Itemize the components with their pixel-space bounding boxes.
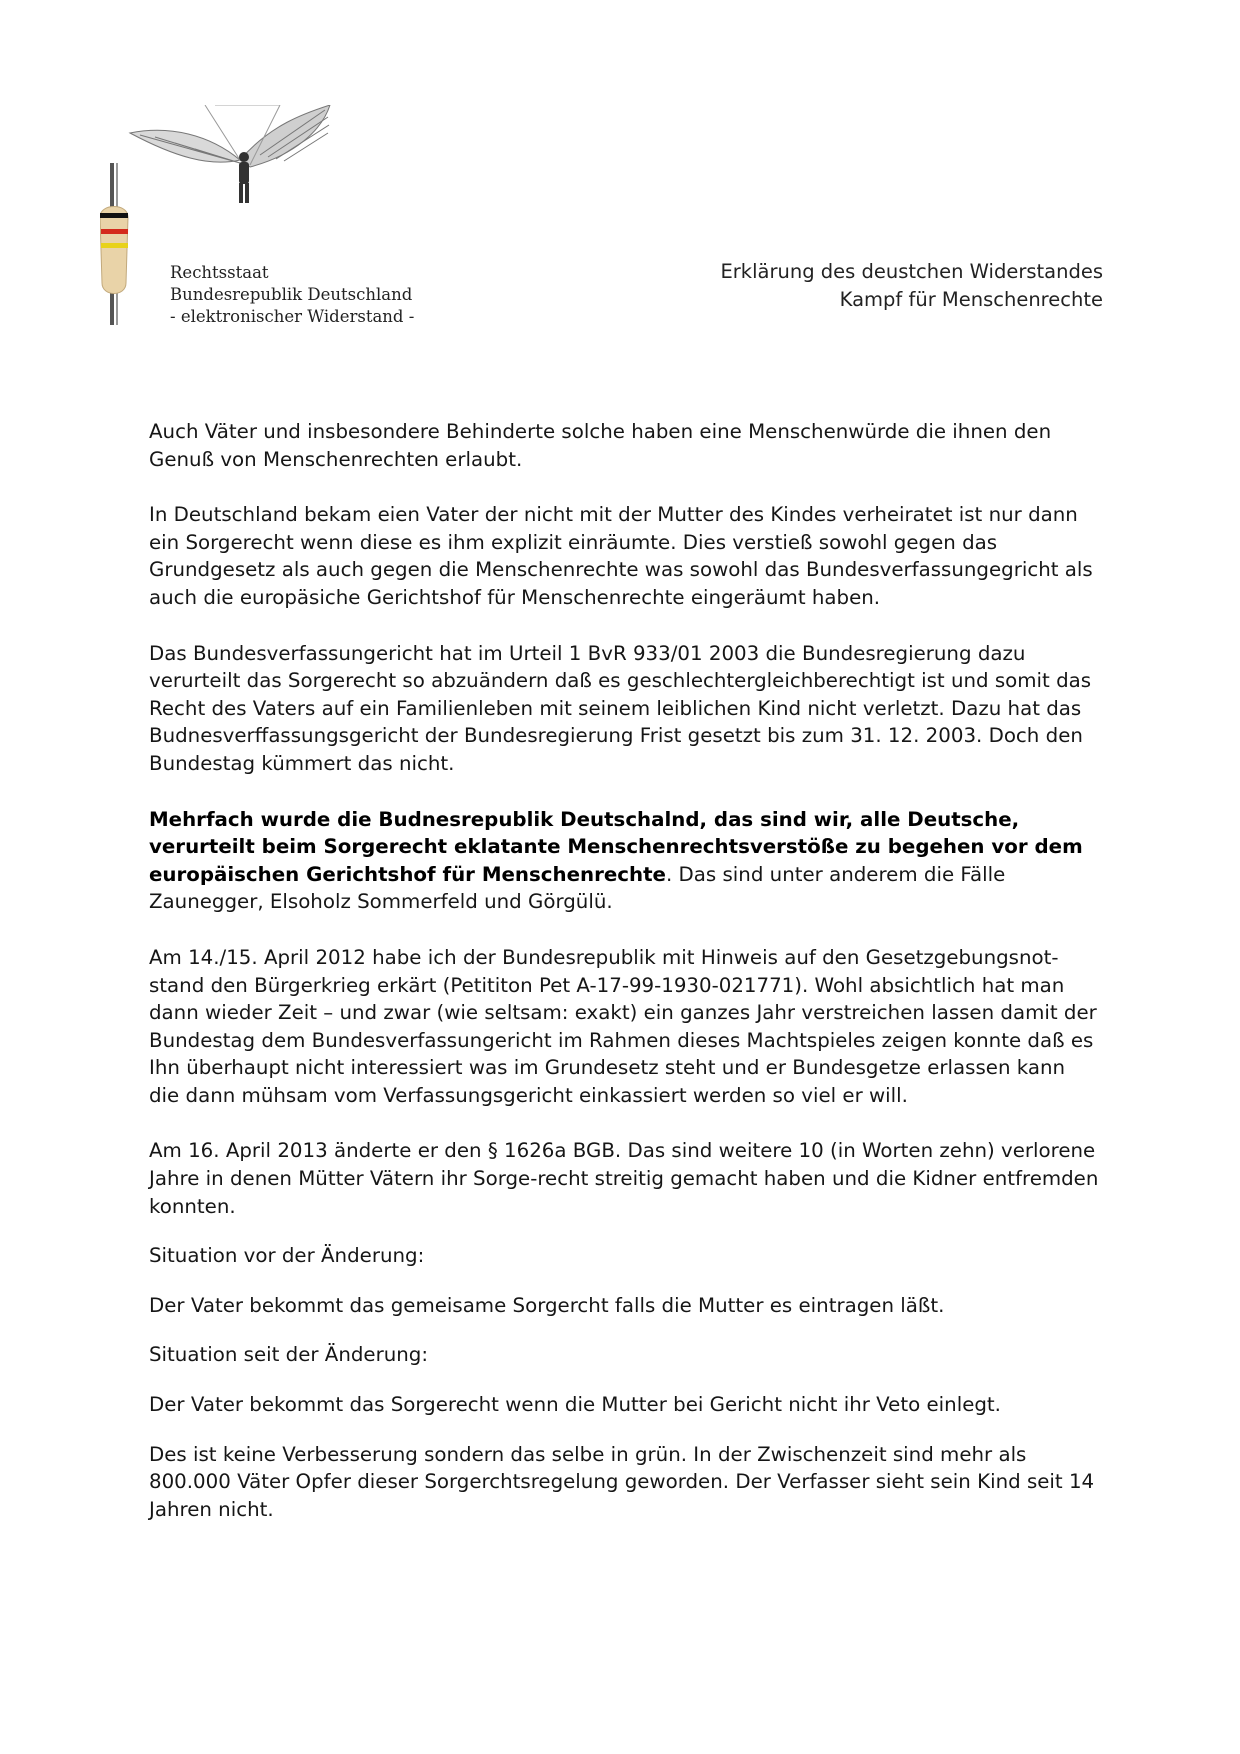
paragraph-4-rest: . Das sind unter anderem die Fälle Zaunegger, Elsoholz Sommerfeld und Görgülü. [149, 862, 1006, 914]
paragraph-5: Am 14./15. April 2012 habe ich der Bundesrepublik mit Hinweis auf den Gesetzgebungsnot-stand den Bürgerkrieg erkärt (Petititon Pet A-17-99-1930-021771). Wohl absichtlich hat man dann wieder Zeit – und zwar (wie seltsam: exakt) ein ganzes Jahr verstreichen lassen damit der Bundestag dem Bundesverfassungericht im Rahmen dieses Machtspieles zeigen konnte daß es Ihn überhaupt nicht interessiert was im Grundesetz steht und er Bundesgetze erlassen kann die dann mühsam vom Verfassungsgericht einkassiert werden so viel er will. [149, 945, 1097, 1107]
organization-line-3: - elektronischer Widerstand - [170, 307, 415, 326]
paragraph-9: Situation seit der Änderung: [149, 1343, 429, 1367]
glider-icon [130, 105, 330, 167]
heading-line-1: Erklärung des deustchen Widerstandes [720, 260, 1103, 283]
resistor-icon [100, 163, 128, 325]
paragraph-1: Auch Väter und insbesondere Behinderte solche haben eine Menschenwürde die ihnen den Genuß von Menschenrechten erlaubt. [149, 420, 1052, 471]
heading-line-2: Kampf für Menschenrechte [839, 288, 1103, 311]
paragraph-4-bold: Mehrfach wurde die Budnesrepublik Deutschalnd, das sind wir, alle Deutsche, verurteilt beim Sorgerecht eklatante Menschenrechtsverstöße zu begehen vor dem europäischen Gerichtshof für Menschenrechte [149, 807, 1083, 886]
organization-block [170, 262, 414, 328]
document-body [149, 418, 1099, 1523]
paragraph-10: Der Vater bekommt das Sorgerecht wenn die Mutter bei Gericht nicht ihr Veto einlegt. [149, 1393, 1001, 1417]
paragraph-6: Am 16. April 2013 änderte er den § 1626a BGB. Das sind weitere 10 (in Worten zehn) verlorene Jahre in denen Mütter Vätern ihr Sorge-recht streitig gemacht haben und die Kidner entfremden konnten. [149, 1139, 1099, 1218]
paragraph-3: Das Bundesverfassungericht hat im Urteil 1 BvR 933/01 2003 die Bundesregierung dazu verurteilt das Sorgerecht so abzuändern daß es geschlechtergleichberechtigt ist und somit das Recht des Vaters auf ein Familienleben mit seinem leiblichen Kind nicht verletzt. Dazu hat das Budnesverffassungsgericht der Bundesregierung Frist gesetzt bis zum 31. 12. 2003. Doch den Bundestag kümmert das nicht. [149, 641, 1092, 775]
document-heading [720, 258, 1103, 314]
paragraph-2: In Deutschland bekam eien Vater der nicht mit der Mutter des Kindes verheiratet ist nur dann ein Sorgerecht wenn diese es ihm explizit einräumte. Dies verstieß sowohl gegen das Grundgesetz als auch gegen die Menschenrechte was sowohl das Bundesverfassungegricht als auch die europäsiche Gerichtshof für Menschenrechte eingeräumt haben. [149, 503, 1093, 609]
pilot-icon [239, 152, 249, 203]
paragraph-4 [149, 806, 1099, 916]
organization-line-2: Bundesrepublik Deutschland [170, 285, 413, 304]
paragraph-7: Situation vor der Änderung: [149, 1244, 425, 1268]
organization-line-1: Rechtsstaat [170, 263, 269, 282]
paragraph-8: Der Vater bekommt das gemeisame Sorgercht falls die Mutter es eintragen läßt. [149, 1293, 945, 1317]
paragraph-11: Des ist keine Verbesserung sondern das selbe in grün. In der Zwischenzeit sind mehr als 800.000 Väter Opfer dieser Sorgerchtsregelung geworden. Der Verfasser sieht sein Kind seit 14 Jahren nicht. [149, 1442, 1095, 1521]
